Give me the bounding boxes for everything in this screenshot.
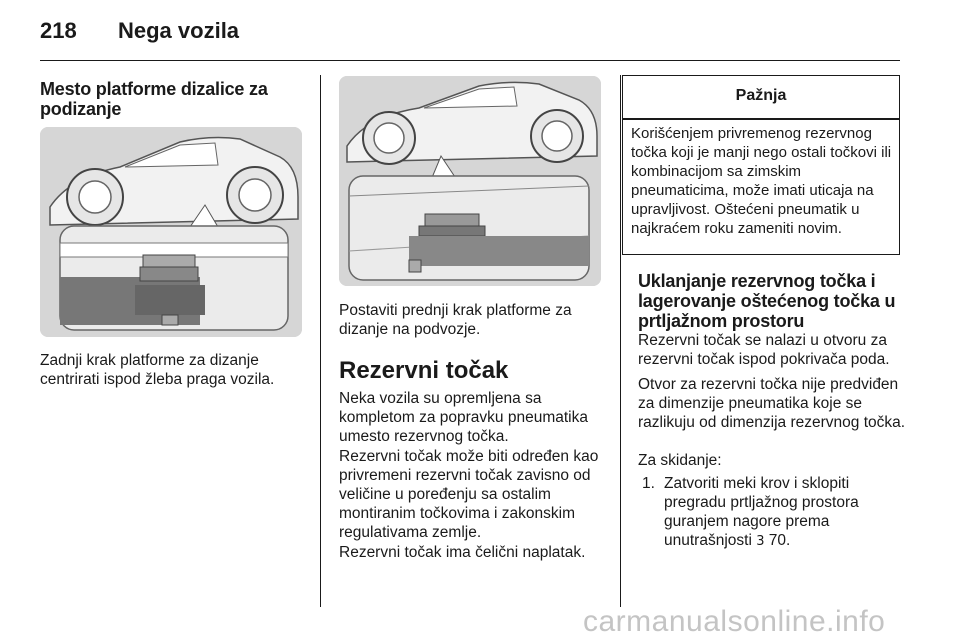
paragraph: Otvor za rezervni točka nije predviđen za dimenzije pneumatika koje se razlikuju od dimenzija rezervnog točka.	[638, 376, 906, 431]
caution-box	[622, 75, 900, 255]
page-number: 218	[40, 18, 77, 43]
front-lift-caption: Postaviti prednji krak platforme za dizanje na podvozje.	[339, 302, 572, 338]
watermark: carmanualsonline.info	[583, 605, 886, 638]
lift-points-heading: Mesto platforme dizalice za podizanje	[40, 79, 268, 119]
step-body: Zatvoriti meki krov i sklopiti pregradu prtljažnog prostora guranjem nagore prema unutrašnjosti	[664, 475, 859, 549]
caution-title: Pažnja	[735, 87, 787, 104]
step-number: 1.	[642, 475, 655, 492]
column-divider-1	[320, 75, 321, 607]
spare-wheel-removal-heading: Uklanjanje rezervnog točka i lagerovanje oštećenog točka u prtljažnom prostoru	[638, 271, 896, 331]
header-rule	[40, 60, 900, 61]
page-ref-link[interactable]: 70.	[768, 532, 791, 549]
rear-lift-point-figure	[40, 127, 302, 337]
paragraph: Za skidanje:	[638, 452, 722, 469]
paragraph: Neka vozila su opremljena sa kompletom za popravku pneumatika umesto rezervnog točka.	[339, 390, 588, 445]
step-text	[664, 474, 902, 551]
spare-wheel-title: Rezervni točak	[339, 357, 509, 384]
rear-lift-caption: Zadnji krak platforme za dizanje centrirati ispod žleba praga vozila.	[40, 352, 275, 388]
paragraph: Rezervni točak se nalazi u otvoru za rezervni točak ispod pokrivača poda.	[638, 332, 890, 368]
front-lift-point-figure	[339, 76, 601, 286]
caution-text: Korišćenjem privremenog rezervnog točka koji je manji nego ostali točkovi ili kombinacijom sa zimskim pneumaticima, može imati uticaja na upravljivost. Oštećeni pneumatik u najkraćem roku zameniti novim.	[631, 125, 892, 237]
paragraph: Rezervni točak ima čelični naplatak.	[339, 544, 586, 561]
caution-divider	[623, 118, 899, 120]
paragraph: Rezervni točak može biti određen kao privremeni rezervni točak zavisno od veličine u poređenju sa ostalim montiranim točkovima i zakonskim regulativama zemlje.	[339, 448, 599, 541]
chapter-title: Nega vozila	[118, 18, 240, 43]
page-ref-icon[interactable]: 3	[756, 534, 765, 549]
column-divider-2	[620, 75, 621, 607]
